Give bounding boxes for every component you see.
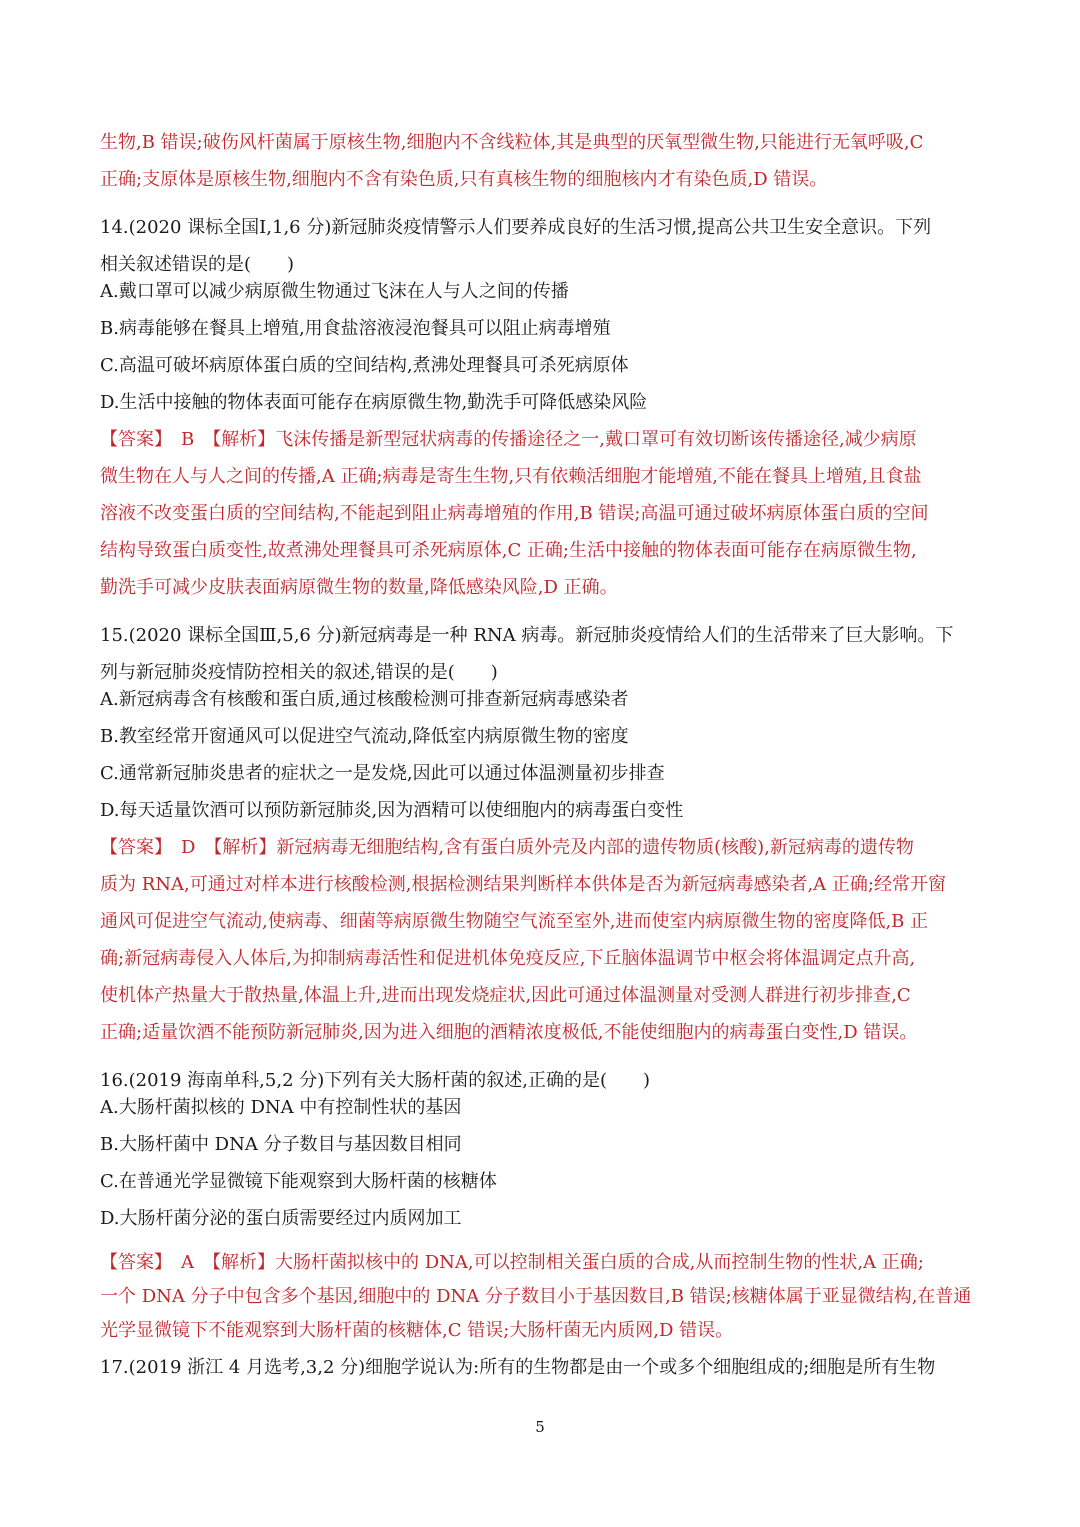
question-stem: 17.(2019 浙江 4 月选考,3,2 分)细胞学说认为:所有的生物都是由一个或多个细胞组成的;细胞是所有生物: [100, 1357, 936, 1378]
text-line: 生物,B 错误;破伤风杆菌属于原核生物,细胞内不含线粒体,其是典型的厌氧型微生物,只能进行无氧呼吸,C: [100, 132, 924, 153]
answer-explanation: 【答案】 B 【解析】飞沫传播是新型冠状病毒的传播途径之一,戴口罩可有效切断该传播途径,减少病原: [100, 429, 917, 450]
answer-explanation: 勤洗手可减少皮肤表面病原微生物的数量,降低感染风险,D 正确。: [100, 577, 618, 598]
page-number: 5: [535, 1418, 545, 1436]
answer-explanation: 确;新冠病毒侵入人体后,为抑制病毒活性和促进机体免疫反应,下丘脑体温调节中枢会将体温调定点升高,: [100, 948, 916, 969]
question-stem: 列与新冠肺炎疫情防控相关的叙述,错误的是( ): [100, 662, 498, 683]
option-a: A.戴口罩可以减少病原微生物通过飞沫在人与人之间的传播: [100, 281, 569, 302]
option-c: C.通常新冠肺炎患者的症状之一是发烧,因此可以通过体温测量初步排查: [100, 763, 665, 784]
question-stem: 16.(2019 海南单科,5,2 分)下列有关大肠杆菌的叙述,正确的是( ): [100, 1070, 651, 1091]
question-stem: 相关叙述错误的是( ): [100, 254, 295, 275]
answer-explanation: 结构导致蛋白质变性,故煮沸处理餐具可杀死病原体,C 正确;生活中接触的物体表面可能存在病原微生物,: [100, 540, 917, 561]
question-stem: 14.(2020 课标全国Ⅰ,1,6 分)新冠肺炎疫情警示人们要养成良好的生活习惯,提高公共卫生安全意识。下列: [100, 217, 932, 238]
answer-explanation: 微生物在人与人之间的传播,A 正确;病毒是寄生生物,只有依赖活细胞才能增殖,不能在餐具上增殖,且食盐: [100, 466, 922, 487]
answer-explanation: 通风可促进空气流动,使病毒、细菌等病原微生物随空气流至室外,进而使室内病原微生物的密度降低,B 正: [100, 911, 929, 932]
option-b: B.大肠杆菌中 DNA 分子数目与基因数目相同: [100, 1134, 462, 1155]
answer-explanation: 一个 DNA 分子中包含多个基因,细胞中的 DNA 分子数目小于基因数目,B 错误;核糖体属于亚显微结构,在普通: [100, 1286, 972, 1307]
option-c: C.高温可破坏病原体蛋白质的空间结构,煮沸处理餐具可杀死病原体: [100, 355, 629, 376]
option-b: B.教室经常开窗通风可以促进空气流动,降低室内病原微生物的密度: [100, 726, 629, 747]
option-d: D.生活中接触的物体表面可能存在病原微生物,勤洗手可降低感染风险: [100, 392, 648, 413]
answer-explanation: 使机体产热量大于散热量,体温上升,进而出现发烧症状,因此可通过体温测量对受测人群进行初步排查,C: [100, 985, 911, 1006]
option-a: A.新冠病毒含有核酸和蛋白质,通过核酸检测可排查新冠病毒感染者: [100, 689, 629, 710]
answer-explanation: 光学显微镜下不能观察到大肠杆菌的核糖体,C 错误;大肠杆菌无内质网,D 错误。: [100, 1320, 734, 1341]
text-line: 正确;支原体是原核生物,细胞内不含有染色质,只有真核生物的细胞核内才有染色质,D 错误。: [100, 169, 828, 190]
answer-explanation: 【答案】 D 【解析】新冠病毒无细胞结构,含有蛋白质外壳及内部的遗传物质(核酸),新冠病毒的遗传物: [100, 837, 914, 858]
option-d: D.每天适量饮酒可以预防新冠肺炎,因为酒精可以使细胞内的病毒蛋白变性: [100, 800, 684, 821]
answer-explanation: 质为 RNA,可通过对样本进行核酸检测,根据检测结果判断样本供体是否为新冠病毒感染者,A 正确;经常开窗: [100, 874, 946, 895]
answer-explanation: 正确;适量饮酒不能预防新冠肺炎,因为进入细胞的酒精浓度极低,不能使细胞内的病毒蛋白变性,D 错误。: [100, 1022, 918, 1043]
option-d: D.大肠杆菌分泌的蛋白质需要经过内质网加工: [100, 1208, 462, 1229]
question-stem: 15.(2020 课标全国Ⅲ,5,6 分)新冠病毒是一种 RNA 病毒。新冠肺炎疫情给人们的生活带来了巨大影响。下: [100, 625, 954, 646]
option-a: A.大肠杆菌拟核的 DNA 中有控制性状的基因: [100, 1097, 462, 1118]
option-c: C.在普通光学显微镜下能观察到大肠杆菌的核糖体: [100, 1171, 497, 1192]
option-b: B.病毒能够在餐具上增殖,用食盐溶液浸泡餐具可以阻止病毒增殖: [100, 318, 611, 339]
answer-explanation: 溶液不改变蛋白质的空间结构,不能起到阻止病毒增殖的作用,B 错误;高温可通过破坏病原体蛋白质的空间: [100, 503, 929, 524]
answer-explanation: 【答案】 A 【解析】大肠杆菌拟核中的 DNA,可以控制相关蛋白质的合成,从而控制生物的性状,A 正确;: [100, 1252, 924, 1273]
